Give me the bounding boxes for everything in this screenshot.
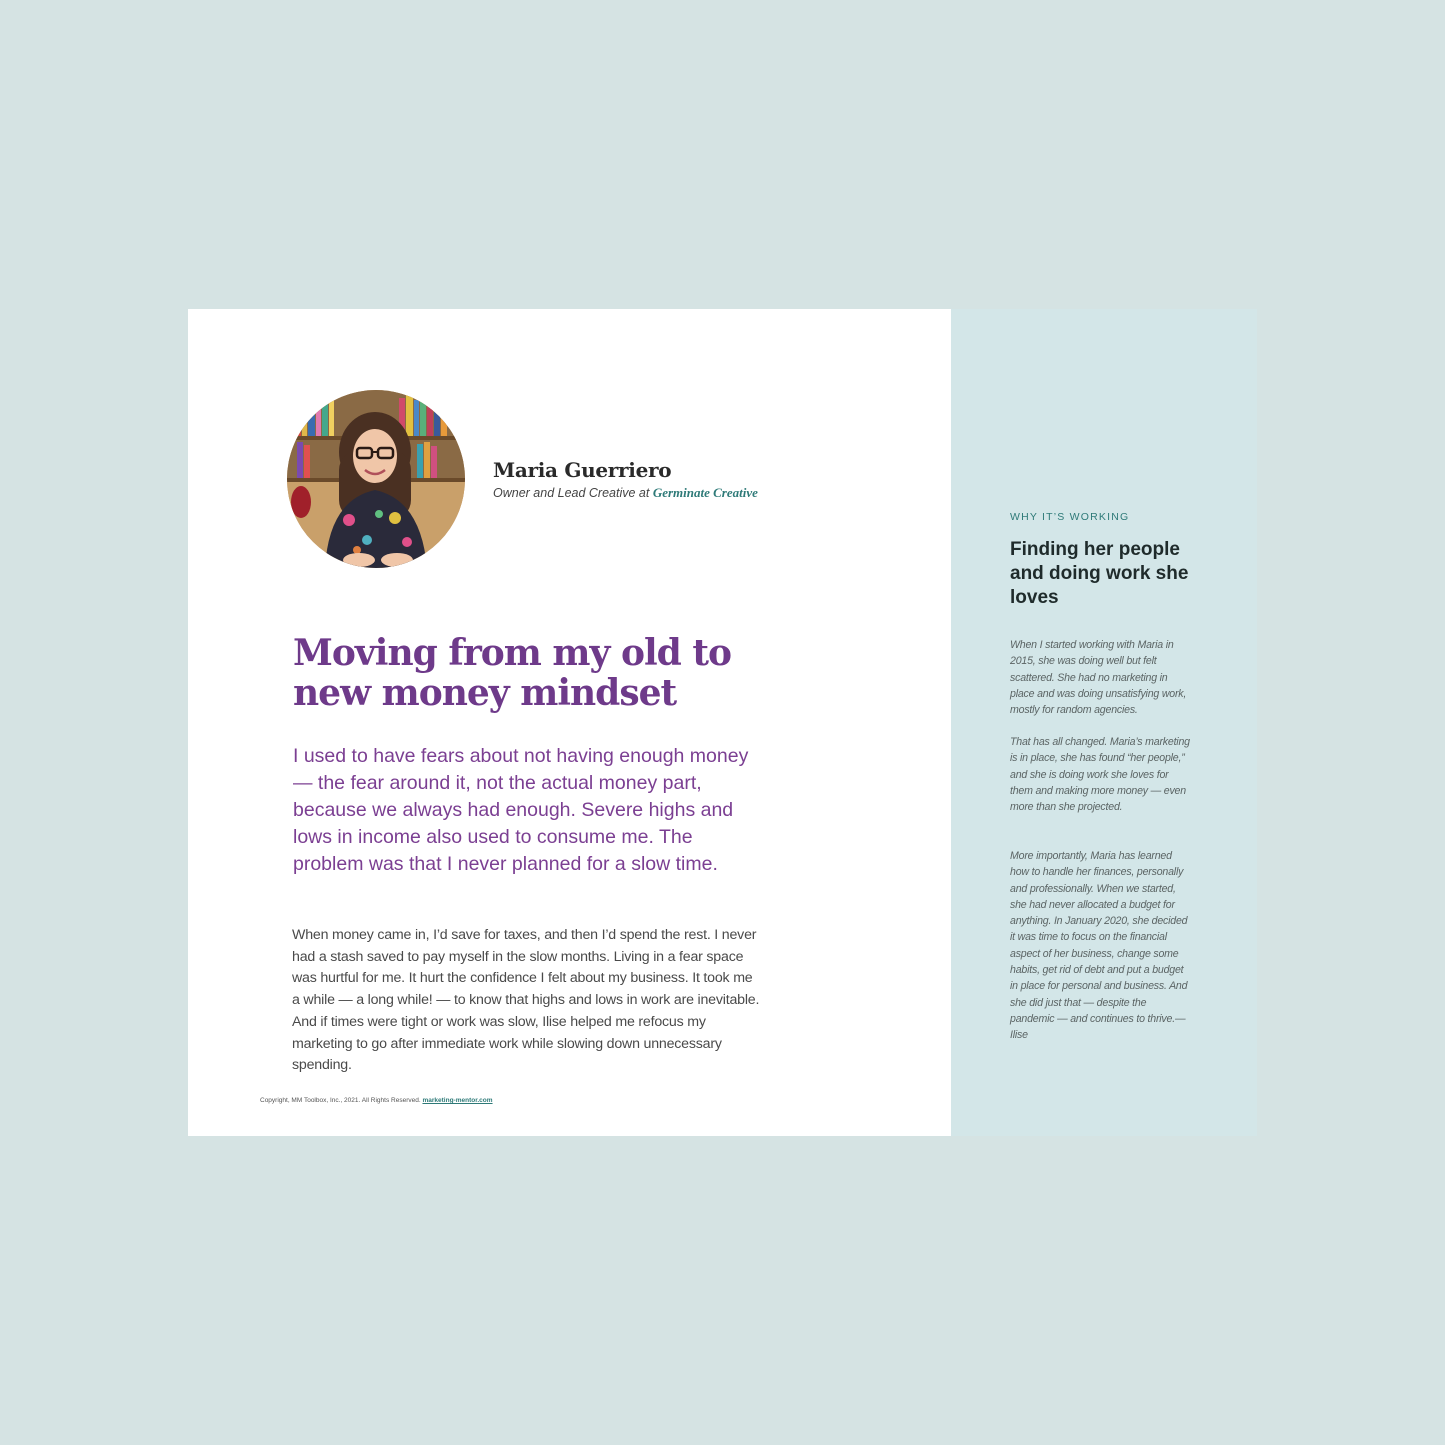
- avatar: [287, 390, 465, 568]
- sidebar-page: [951, 309, 1257, 1136]
- sidebar-paragraph: When I started working with Maria in 2015, she was doing well but felt scattered. She had no marketing in place and was doing unsatisfying work, mostly for random agencies.: [1010, 639, 1187, 717]
- footer: [260, 1097, 493, 1104]
- page-title: Moving from my old to new money mindset: [293, 632, 731, 714]
- company-name: Germinate Creative: [652, 485, 758, 500]
- profile-name: Maria Guerriero: [493, 458, 672, 482]
- profile-role: [493, 485, 758, 501]
- profile-block: [493, 457, 758, 501]
- document-spread: [188, 309, 1257, 1136]
- sidebar-title: Finding her people and doing work she loves: [1010, 539, 1189, 608]
- sidebar-paragraph: That has all changed. Maria’s marketing is in place, she has found “her people,” and she is doing work she loves for them and making more money — even more than she projected.: [1010, 736, 1190, 814]
- left-page: [188, 309, 951, 1136]
- sidebar-eyebrow: WHY IT’S WORKING: [1010, 511, 1130, 523]
- body-paragraph: When money came in, I’d save for taxes, and then I’d spend the rest. I never had a stash saved to pay myself in the slow months. Living in a fear space was hurtful for me. It hurt the confidence I felt about my business. It took me a while — a long while! — to know that highs and lows in work are inevitable. And if times were tight or work was slow, Ilise helped me refocus my marketing to go after immediate work while slowing down unnecessary spending.: [292, 927, 760, 1074]
- lead-quote: I used to have fears about not having enough money — the fear around it, not the actual money part, because we always had enough. Severe highs and lows in income also used to consume me. The problem was that I never planned for a slow time.: [293, 745, 749, 875]
- portrait-photo: [287, 390, 465, 568]
- sidebar-paragraph: More importantly, Maria has learned how to handle her finances, personally and professionally. When we started, she had never allocated a budget for anything. In January 2020, she decided it was time to focus on the financial aspect of her business, change some habits, get rid of debt and put a budget in place for personal and business. And she did just that — despite the pandemic — and continues to thrive.— Ilise: [1010, 850, 1188, 1042]
- copyright-text: Copyright, MM Toolbox, Inc., 2021. All Rights Reserved.: [260, 1097, 423, 1104]
- footer-link[interactable]: marketing-mentor.com: [422, 1097, 493, 1104]
- profile-role-prefix: Owner and Lead Creative at: [493, 486, 653, 500]
